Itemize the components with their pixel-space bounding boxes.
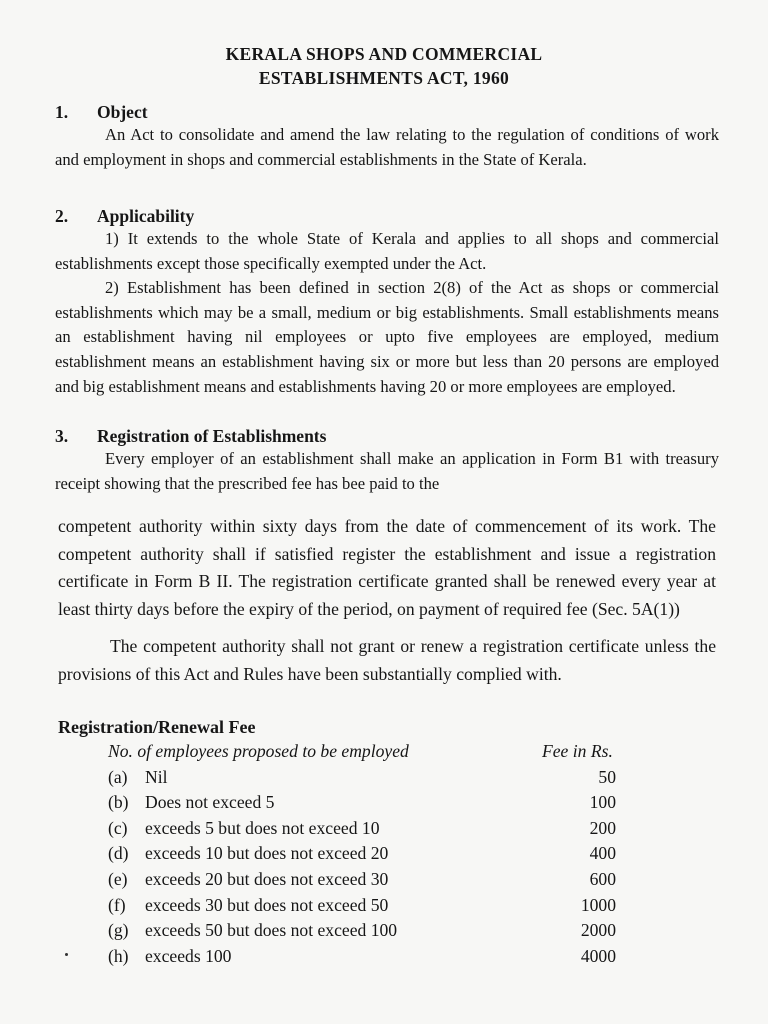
fee-row-letter: (b) — [108, 792, 129, 813]
fee-row-desc: exceeds 20 but does not exceed 30 — [145, 868, 389, 889]
fee-row-fee: 600 — [589, 868, 616, 889]
fee-row-letter: (h) — [108, 945, 129, 966]
paragraph: Every employer of an establishment shall make an application in Form B1 with treasury receipt showing that the prescribed fee has bee paid to the — [55, 449, 719, 493]
document-title-line2: ESTABLISHMENTS ACT, 1960 — [258, 68, 510, 88]
document-title-line1: KERALA SHOPS AND COMMERCIAL — [225, 44, 543, 64]
table-row — [58, 790, 718, 816]
paragraph: 2) Establishment has been defined in section 2(8) of the Act as shops or commercial establishments which may be a small, medium or big establishments. Small establishments means an establishment having nil employees or upto five employees are employed, medium establishment means an establishment having six or more but less than 20 persons are employed and big establishment means and establishments having 20 or more employees are employed. — [55, 278, 719, 396]
table-row — [58, 893, 718, 919]
section-number: 3. — [55, 426, 69, 446]
table-row — [58, 944, 718, 970]
fee-row-fee: 50 — [598, 766, 616, 787]
column-header-fee: Fee in Rs. — [542, 741, 613, 761]
fee-row-desc: exceeds 10 but does not exceed 20 — [145, 843, 389, 864]
fee-table-rows — [58, 765, 718, 970]
fee-table — [58, 715, 718, 969]
table-row — [58, 816, 718, 842]
section-heading-text: Registration of Establishments — [97, 426, 327, 446]
fee-row-fee: 2000 — [580, 920, 616, 941]
fee-row-fee: 100 — [589, 792, 616, 813]
fee-row-letter: (g) — [108, 920, 129, 941]
table-row — [58, 867, 718, 893]
fee-row-fee: 4000 — [580, 945, 616, 966]
section-heading — [55, 101, 719, 123]
fee-row-fee: 400 — [589, 843, 616, 864]
fee-row-desc: exceeds 50 but does not exceed 100 — [145, 920, 398, 941]
paragraph: 1) It extends to the whole State of Kerala and applies to all shops and commercial establishments except those specifically exempted under the Act. — [55, 229, 719, 273]
fee-row-desc: exceeds 5 but does not exceed 10 — [145, 817, 380, 838]
section-object — [55, 101, 719, 172]
fee-row-fee: 1000 — [580, 894, 616, 915]
column-header-employees: No. of employees proposed to be employed — [108, 741, 409, 761]
table-row — [58, 841, 718, 867]
fee-row-desc: Nil — [145, 766, 168, 787]
fee-row-letter: (d) — [108, 843, 129, 864]
section-heading-text: Applicability — [97, 206, 195, 226]
section-heading — [55, 205, 719, 227]
section-number: 1. — [55, 102, 69, 122]
section-registration — [55, 425, 719, 496]
section-number: 2. — [55, 206, 69, 226]
fee-row-letter: (e) — [108, 868, 128, 889]
fee-table-header — [58, 739, 718, 765]
section-applicability — [55, 205, 719, 399]
fee-row-desc: Does not exceed 5 — [145, 792, 275, 813]
fee-row-desc: exceeds 30 but does not exceed 50 — [145, 894, 389, 915]
section-heading-text: Object — [97, 102, 148, 122]
paragraph: An Act to consolidate and amend the law relating to the regulation of conditions of work and employment in shops and commercial establishments in the State of Kerala. — [55, 125, 719, 169]
continuation-text — [58, 513, 716, 689]
fee-row-letter: (a) — [108, 766, 128, 787]
fee-row-fee: 200 — [589, 817, 616, 838]
table-row — [58, 918, 718, 944]
fee-row-letter: (f) — [108, 894, 126, 915]
fee-row-letter: (c) — [108, 817, 128, 838]
paragraph: The competent authority shall not grant or renew a registration certificate unless the provisions of this Act and Rules have been substantially complied with. — [58, 636, 716, 684]
table-row — [58, 765, 718, 791]
fee-row-desc: exceeds 100 — [145, 945, 232, 966]
paragraph: competent authority within sixty days from the date of commencement of its work. The competent authority shall if satisfied register the establishment and issue a registration certificate in Form B II. The registration certificate granted shall be renewed every year at least thirty days before the expiry of the period, on payment of required fee (Sec. 5A(1)) — [58, 516, 716, 619]
section-heading — [55, 425, 719, 447]
stray-mark — [65, 953, 68, 956]
fee-table-title: Registration/Renewal Fee — [58, 717, 256, 737]
